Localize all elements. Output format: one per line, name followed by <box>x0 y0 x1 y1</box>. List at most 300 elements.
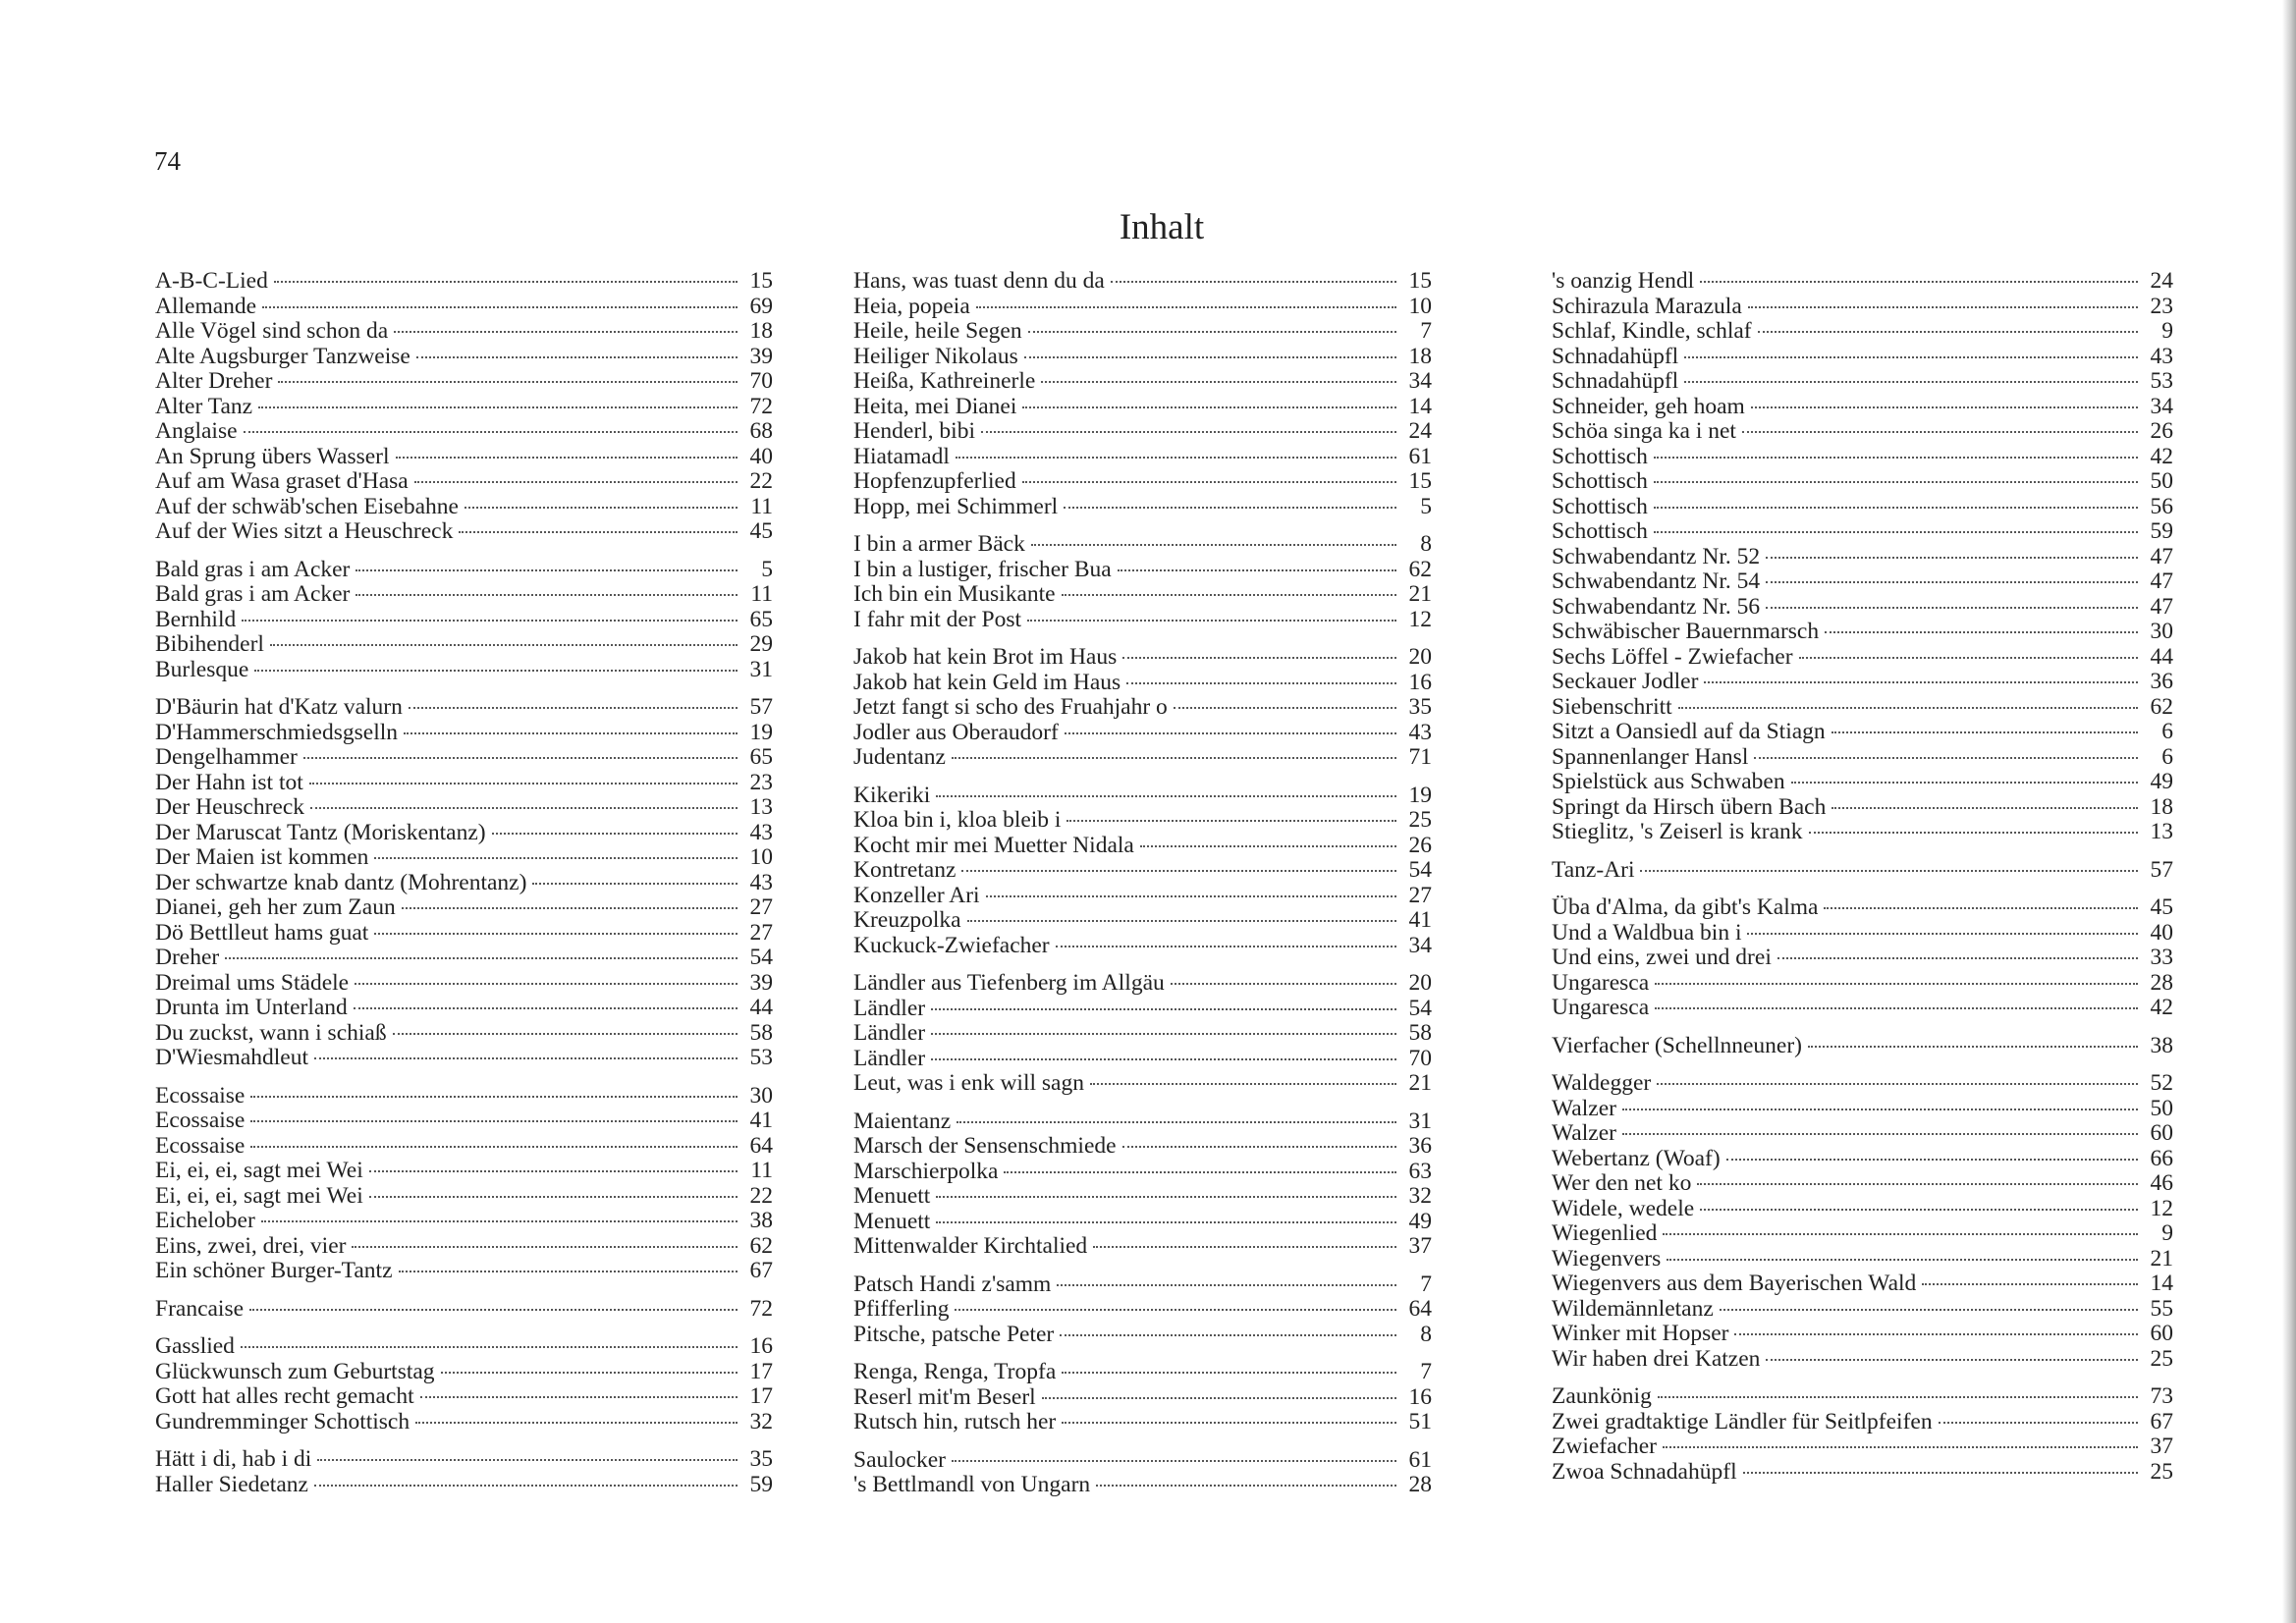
entry-page-number: 52 <box>2150 1070 2173 1096</box>
entry-title: Heiliger Nikolaus <box>853 343 1018 369</box>
entry-title: Wer den net ko <box>1552 1170 1692 1196</box>
dot-leader <box>274 280 738 283</box>
dot-leader <box>1654 530 2138 533</box>
entry-page-number: 53 <box>749 1045 773 1070</box>
index-entry <box>155 495 773 520</box>
entry-page-number: 10 <box>749 844 773 870</box>
entry-title: Ei, ei, ei, sagt mei Wei <box>155 1182 363 1209</box>
dot-leader <box>1766 606 2138 609</box>
entry-title: Alter Dreher <box>155 368 273 394</box>
index-group <box>155 695 773 1071</box>
entry-page-number: 16 <box>1408 1383 1432 1410</box>
entry-title: Wiegenvers <box>1552 1245 1662 1271</box>
entry-title: Siebenschritt <box>1552 693 1672 720</box>
dot-leader <box>1622 1132 2138 1135</box>
entry-page-number: 36 <box>1408 1133 1432 1159</box>
dot-leader <box>1090 1082 1396 1085</box>
dot-leader <box>1111 280 1396 283</box>
index-entry <box>1552 1071 2173 1097</box>
entry-page-number: 7 <box>1420 1271 1432 1297</box>
index-entry <box>155 1184 773 1210</box>
dot-leader <box>369 1169 738 1172</box>
dot-leader <box>1667 1258 2138 1261</box>
dot-leader <box>354 1006 738 1009</box>
index-entry <box>155 1410 773 1435</box>
dot-leader <box>1118 568 1396 571</box>
dot-leader <box>355 982 738 985</box>
index-entry <box>1552 595 2173 621</box>
index-entry <box>155 582 773 608</box>
entry-title: Rutsch hin, rutsch her <box>853 1409 1057 1434</box>
entry-page-number: 40 <box>2150 919 2173 946</box>
entry-title: Eins, zwei, drei, vier <box>155 1232 347 1259</box>
dot-leader <box>931 1032 1396 1035</box>
index-group <box>853 645 1432 771</box>
entry-title: Mittenwalder Kirchtalied <box>853 1233 1088 1259</box>
index-entry <box>853 808 1432 834</box>
index-group <box>853 269 1432 519</box>
dot-leader <box>952 1459 1396 1462</box>
dot-leader <box>1060 1333 1396 1336</box>
index-entry <box>155 1046 773 1071</box>
entry-title: Ungaresca <box>1552 995 1650 1020</box>
entry-page-number: 42 <box>2150 995 2173 1020</box>
entry-title: Reserl mit'm Beserl <box>853 1383 1036 1410</box>
entry-page-number: 5 <box>1420 493 1432 519</box>
index-entry <box>155 1384 773 1410</box>
dot-leader <box>1122 1145 1396 1148</box>
index-entry <box>155 1360 773 1385</box>
entry-page-number: 12 <box>1408 606 1432 632</box>
entry-page-number: 38 <box>749 1208 773 1233</box>
index-entry <box>853 1021 1432 1047</box>
dot-leader <box>1766 580 2138 583</box>
entry-title: Burlesque <box>155 656 249 682</box>
entry-title: Patsch Handi z'samm <box>853 1271 1052 1297</box>
dot-leader <box>242 619 738 622</box>
entry-title: Heißa, Kathreinerle <box>853 368 1036 394</box>
dot-leader <box>1654 506 2138 509</box>
entry-page-number: 70 <box>1408 1045 1432 1071</box>
entry-title: Gundremminger Schottisch <box>155 1408 410 1434</box>
entry-page-number: 18 <box>1408 343 1432 369</box>
dot-leader <box>1751 406 2138 408</box>
dot-leader <box>986 894 1396 897</box>
entry-page-number: 14 <box>1408 393 1432 419</box>
entry-page-number: 35 <box>1408 694 1432 720</box>
index-entry <box>853 1184 1432 1210</box>
entry-page-number: 58 <box>749 1019 773 1046</box>
entry-page-number: 31 <box>749 656 773 682</box>
entry-title: Ecossaise <box>155 1082 246 1109</box>
entry-title: Ländler <box>853 1045 926 1071</box>
index-group <box>155 269 773 545</box>
dot-leader <box>1791 781 2138 784</box>
entry-page-number: 16 <box>749 1333 773 1359</box>
index-entry <box>1552 1221 2173 1247</box>
entry-title: Allemande <box>155 293 257 319</box>
entry-title: Ecossaise <box>155 1108 246 1133</box>
entry-page-number: 65 <box>749 606 773 632</box>
index-entry <box>1552 1247 2173 1272</box>
entry-title: Kreuzpolka <box>853 907 961 933</box>
index-entry <box>1552 495 2173 520</box>
index-entry <box>155 1297 773 1323</box>
entry-title: Schneider, geh hoam <box>1552 393 1745 419</box>
dot-leader <box>399 1270 738 1272</box>
entry-title: Ländler aus Tiefenberg im Allgäu <box>853 970 1165 996</box>
entry-page-number: 67 <box>2150 1408 2173 1434</box>
dot-leader <box>1066 819 1396 822</box>
dot-leader <box>241 1345 738 1348</box>
page-number: 74 <box>154 146 181 176</box>
entry-title: An Sprung übers Wasserl <box>155 443 390 469</box>
entry-page-number: 16 <box>1408 669 1432 695</box>
entry-page-number: 43 <box>1408 719 1432 745</box>
index-entry <box>853 608 1432 633</box>
dot-leader <box>420 1395 738 1398</box>
entry-title: Ländler <box>853 995 926 1021</box>
entry-title: Der Heuschreck <box>155 794 305 820</box>
entry-title: Schottisch <box>1552 468 1648 494</box>
dot-leader <box>955 1308 1396 1311</box>
index-group <box>1552 895 2173 1021</box>
index-entry <box>853 1410 1432 1435</box>
entry-page-number: 41 <box>749 1108 773 1133</box>
entry-page-number: 53 <box>2150 368 2173 394</box>
entry-title: Hiatamadl <box>853 443 950 469</box>
entry-page-number: 11 <box>750 581 773 607</box>
index-entry <box>1552 1322 2173 1347</box>
index-entry <box>1552 395 2173 420</box>
entry-page-number: 33 <box>2150 945 2173 970</box>
entry-page-number: 24 <box>2150 268 2173 294</box>
index-entry <box>853 1323 1432 1348</box>
entry-page-number: 57 <box>749 694 773 720</box>
entry-page-number: 21 <box>1408 1070 1432 1096</box>
entry-title: Alte Augsburger Tanzweise <box>155 343 410 369</box>
index-entry <box>853 345 1432 370</box>
entry-page-number: 37 <box>2150 1434 2173 1459</box>
dot-leader <box>394 330 738 333</box>
entry-title: Schwäbischer Bauernmarsch <box>1552 619 1820 644</box>
entry-title: Schöa singa ka i net <box>1552 418 1736 444</box>
entry-page-number: 64 <box>1408 1296 1432 1322</box>
entry-title: Schottisch <box>1552 493 1648 519</box>
dot-leader <box>369 1195 738 1198</box>
dot-leader <box>936 1195 1396 1198</box>
dot-leader <box>1824 906 2138 909</box>
dot-leader <box>262 305 738 308</box>
entry-page-number: 26 <box>2150 418 2173 444</box>
dot-leader <box>415 1421 738 1424</box>
entry-title: Heia, popeia <box>853 293 970 319</box>
entry-page-number: 21 <box>1408 581 1432 607</box>
index-entry <box>853 495 1432 520</box>
entry-page-number: 20 <box>1408 644 1432 670</box>
dot-leader <box>957 1120 1396 1123</box>
entry-page-number: 9 <box>2161 318 2173 344</box>
dot-leader <box>310 806 738 809</box>
index-entry <box>1552 469 2173 495</box>
entry-page-number: 35 <box>749 1446 773 1472</box>
index-entry <box>853 445 1432 470</box>
dot-leader <box>1062 1421 1396 1424</box>
entry-page-number: 10 <box>1408 293 1432 319</box>
entry-title: Webertanz (Woaf) <box>1552 1145 1721 1171</box>
entry-page-number: 25 <box>1408 807 1432 833</box>
dot-leader <box>1700 1208 2138 1211</box>
index-entry <box>853 369 1432 395</box>
entry-title: Ein schöner Burger-Tantz <box>155 1258 393 1283</box>
index-entry <box>155 1021 773 1047</box>
dot-leader <box>1004 1170 1396 1173</box>
entry-page-number: 24 <box>1408 418 1432 444</box>
index-entry <box>853 1473 1432 1498</box>
index-entry <box>1552 971 2173 997</box>
index-entry <box>1552 620 2173 645</box>
entry-page-number: 21 <box>2150 1245 2173 1271</box>
entry-page-number: 15 <box>749 268 773 294</box>
entry-page-number: 72 <box>749 393 773 419</box>
index-entry <box>853 784 1432 809</box>
dot-leader <box>1758 330 2138 333</box>
index-entry <box>155 996 773 1021</box>
entry-page-number: 28 <box>1408 1472 1432 1497</box>
index-entry <box>853 1047 1432 1072</box>
entry-title: Schottisch <box>1552 443 1648 469</box>
index-entry <box>853 1134 1432 1160</box>
index-entry <box>1552 445 2173 470</box>
index-entry <box>1552 946 2173 971</box>
entry-page-number: 18 <box>2150 793 2173 820</box>
dot-leader <box>303 756 738 759</box>
index-entry <box>1552 670 2173 695</box>
entry-title: Menuett <box>853 1183 931 1209</box>
index-entry <box>853 1160 1432 1185</box>
dot-leader <box>1657 1082 2138 1085</box>
entry-title: Marsch der Sensenschmiede <box>853 1133 1117 1159</box>
entry-title: Du zuckst, wann i schiaß <box>155 1019 387 1046</box>
entry-page-number: 30 <box>749 1082 773 1109</box>
index-group <box>1552 1034 2173 1059</box>
index-entry <box>155 1209 773 1234</box>
entry-page-number: 9 <box>2161 1220 2173 1246</box>
index-entry <box>155 845 773 871</box>
dot-leader <box>1096 1484 1396 1487</box>
index-entry <box>1552 269 2173 295</box>
entry-page-number: 62 <box>2150 693 2173 720</box>
index-entry <box>155 721 773 746</box>
index-entry <box>155 1447 773 1473</box>
dot-leader <box>1697 1182 2138 1185</box>
entry-title: Jakob hat kein Brot im Haus <box>853 644 1118 670</box>
index-entry <box>853 884 1432 909</box>
entry-page-number: 11 <box>750 493 773 519</box>
dot-leader <box>244 430 738 433</box>
entry-title: I bin a armer Bäck <box>853 531 1025 557</box>
entry-title: Drunta im Unterland <box>155 995 348 1020</box>
entry-page-number: 15 <box>1408 268 1432 294</box>
dot-leader <box>249 1308 738 1311</box>
index-entry <box>1552 1434 2173 1460</box>
entry-page-number: 6 <box>2161 719 2173 744</box>
dot-leader <box>1056 945 1396 947</box>
index-entry <box>155 1109 773 1134</box>
index-group <box>155 1334 773 1434</box>
entry-page-number: 34 <box>2150 393 2173 419</box>
entry-title: I bin a lustiger, frischer Bua <box>853 556 1112 582</box>
dot-leader <box>1939 1421 2138 1424</box>
dot-leader <box>414 480 738 483</box>
entry-page-number: 65 <box>749 744 773 770</box>
entry-title: D'Hammerschmiedsgselln <box>155 719 399 745</box>
entry-title: Der Hahn ist tot <box>155 769 303 795</box>
entry-title: Judentanz <box>853 744 946 770</box>
dot-leader <box>1748 305 2138 308</box>
entry-page-number: 11 <box>750 1158 773 1183</box>
entry-page-number: 44 <box>749 995 773 1020</box>
entry-title: Der Maien ist kommen <box>155 844 369 870</box>
entry-title: Kloa bin i, kloa bleib i <box>853 807 1062 833</box>
index-entry <box>1552 858 2173 884</box>
entry-page-number: 46 <box>2150 1170 2173 1196</box>
index-entry <box>853 1210 1432 1235</box>
entry-page-number: 29 <box>749 631 773 657</box>
entry-title: Spannenlanger Hansl <box>1552 743 1749 770</box>
entry-page-number: 15 <box>1408 468 1432 494</box>
entry-title: Leut, was i enk will sagn <box>853 1070 1084 1096</box>
entry-title: Schirazula Marazula <box>1552 293 1742 319</box>
entry-title: Walzer <box>1552 1095 1616 1121</box>
index-entry <box>155 971 773 997</box>
entry-title: D'Wiesmahdleut <box>155 1045 308 1070</box>
entry-title: Bald gras i am Acker <box>155 556 351 582</box>
dot-leader <box>1663 1445 2138 1448</box>
entry-page-number: 69 <box>749 293 773 319</box>
entry-page-number: 13 <box>2150 819 2173 844</box>
entry-title: Stieglitz, 's Zeiserl is krank <box>1552 819 1803 844</box>
index-entry <box>155 608 773 633</box>
entry-page-number: 41 <box>1408 907 1432 933</box>
dot-leader <box>374 932 738 935</box>
index-entry <box>155 395 773 420</box>
entry-page-number: 17 <box>749 1383 773 1409</box>
entry-page-number: 31 <box>1408 1108 1432 1134</box>
index-group <box>155 1447 773 1497</box>
index-entry <box>1552 720 2173 745</box>
entry-page-number: 20 <box>1408 970 1432 996</box>
index-group <box>1552 858 2173 884</box>
entry-page-number: 12 <box>2150 1195 2173 1221</box>
dot-leader <box>1747 932 2138 935</box>
entry-title: Schnadahüpfl <box>1552 343 1679 369</box>
dot-leader <box>465 506 738 509</box>
entry-page-number: 25 <box>2150 1345 2173 1372</box>
entry-title: Dianei, geh her zum Zaun <box>155 894 396 920</box>
entry-page-number: 62 <box>749 1232 773 1259</box>
index-entry <box>155 921 773 947</box>
entry-title: Schnadahüpfl <box>1552 368 1679 394</box>
entry-page-number: 62 <box>1408 556 1432 582</box>
index-entry <box>155 445 773 470</box>
dot-leader <box>258 406 738 408</box>
dot-leader <box>1831 730 2138 733</box>
dot-leader <box>1825 630 2138 633</box>
entry-title: Hätt i di, hab i di <box>155 1446 312 1472</box>
entry-page-number: 27 <box>749 894 773 920</box>
index-entry <box>853 532 1432 558</box>
entry-page-number: 7 <box>1420 318 1432 344</box>
entry-page-number: 23 <box>2150 293 2173 319</box>
dot-leader <box>1140 844 1396 847</box>
entry-page-number: 47 <box>2150 568 2173 594</box>
index-entry <box>853 1234 1432 1260</box>
dot-leader <box>1831 806 2138 809</box>
dot-leader <box>492 832 738 835</box>
entry-title: Henderl, bibi <box>853 418 975 444</box>
entry-page-number: 30 <box>2150 619 2173 644</box>
index-entry <box>155 1084 773 1109</box>
entry-page-number: 50 <box>2150 1095 2173 1121</box>
index-entry <box>155 946 773 971</box>
index-group <box>853 1109 1432 1260</box>
index-entry <box>155 319 773 345</box>
entry-page-number: 27 <box>1408 882 1432 908</box>
entry-page-number: 58 <box>1408 1020 1432 1046</box>
entry-title: Glückwunsch zum Geburtstag <box>155 1358 435 1384</box>
dot-leader <box>1031 543 1396 546</box>
dot-leader <box>931 1057 1396 1060</box>
dot-leader <box>1754 756 2138 759</box>
dot-leader <box>961 869 1396 872</box>
index-group <box>853 532 1432 632</box>
entry-page-number: 45 <box>749 518 773 544</box>
dot-leader <box>278 380 738 383</box>
entry-title: Wiegenlied <box>1552 1220 1658 1246</box>
entry-title: Waldegger <box>1552 1070 1652 1096</box>
entry-page-number: 61 <box>1408 1446 1432 1473</box>
index-entry <box>155 821 773 846</box>
index-entry <box>853 695 1432 721</box>
index-entry <box>853 419 1432 445</box>
entry-page-number: 51 <box>1408 1409 1432 1434</box>
entry-title: Seckauer Jodler <box>1552 669 1699 694</box>
entry-title: Francaise <box>155 1295 245 1322</box>
index-entry <box>853 721 1432 746</box>
entry-page-number: 43 <box>749 869 773 895</box>
entry-page-number: 70 <box>749 368 773 394</box>
index-entry <box>853 645 1432 671</box>
dot-leader <box>441 1371 738 1374</box>
index-column-1 <box>155 269 773 1510</box>
index-entry <box>155 1473 773 1498</box>
index-entry <box>1552 1171 2173 1197</box>
entry-page-number: 34 <box>1408 368 1432 394</box>
dot-leader <box>1726 1158 2138 1161</box>
entry-page-number: 18 <box>749 318 773 344</box>
entry-page-number: 63 <box>1408 1158 1432 1184</box>
entry-title: Alter Tanz <box>155 393 253 419</box>
index-entry <box>1552 1384 2173 1410</box>
dot-leader <box>1655 982 2138 985</box>
index-group <box>853 1272 1432 1348</box>
dot-leader <box>1654 456 2138 459</box>
dot-leader <box>393 1032 738 1035</box>
dot-leader <box>1171 982 1396 985</box>
index-entry <box>155 745 773 771</box>
entry-title: Hopfenzupferlied <box>853 468 1016 494</box>
